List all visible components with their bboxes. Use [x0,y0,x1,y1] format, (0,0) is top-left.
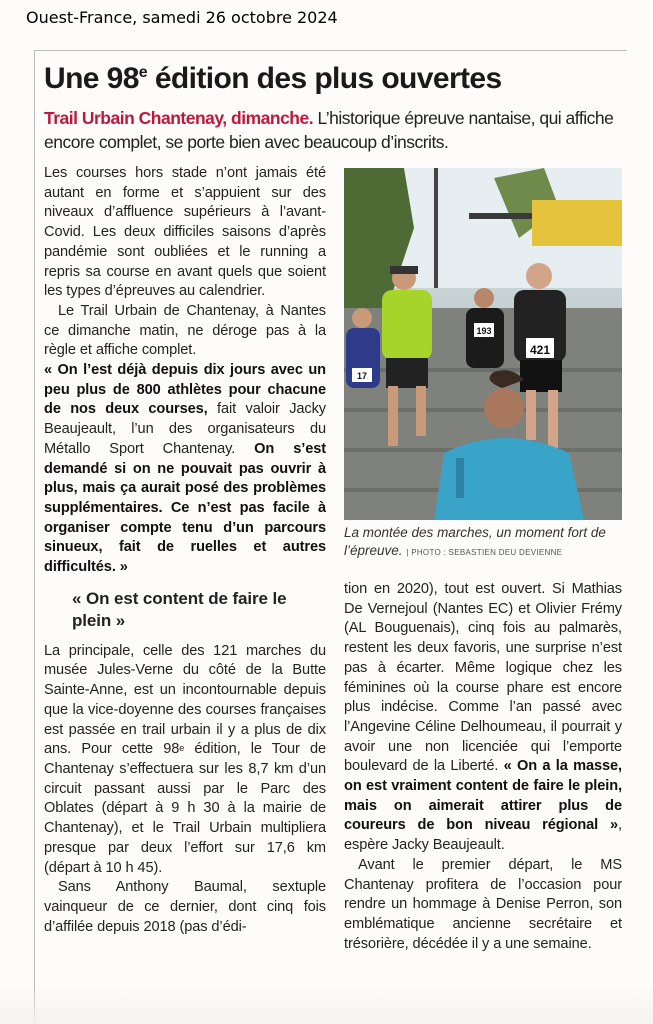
column-right [344,580,622,954]
ordinal-sup: e [179,743,185,754]
quote-masse-attribution: , espère Jacky Beaujeault. [344,817,622,854]
bib-number-2: 193 [476,326,492,336]
quote-masse: « On a la masse, on est vraiment content de faire le plein, mais on aimerait attirer plus de coureurs de bon niveau régional » [344,758,622,834]
quote-part-1: « On l’est déjà depuis dix jours avec un peu plus de 800 athlètes pour chacune de nos deux courses, [44,362,326,418]
paragraph-intro: Les courses hors stade n’ont jamais été autant en forme et s’appuient sur des niveaux d’affluence supérieurs à l’avant-Covid. Les deux difficiles saisons d’après pandémie sont oubliées et le running a repris sa course en avant quels que soient les types d’épreuves au calendrier. [44,165,326,300]
paragraph-hommage: Avant le premier départ, le MS Chantenay profitera de l’occasion pour rendre un hommage à Denise Perron, son emblématique ancienne secrétaire et trésorière, décédée il y a une semaine. [344,856,622,952]
paragraph-principale-a: La principale, celle des 121 marches du musée Jules-Verne du côté de la Butte Sainte-Anne, est un incontournable depuis que la vice-doyenne des courses françaises est passée en trail urbain il y a plus de dix ans. Pour cette 98 [44,642,326,758]
headline-post: édition des plus ouvertes [147,62,502,95]
standfirst [44,106,622,154]
bottom-fade [0,985,653,1024]
intertitle: « On est content de faire le plein » [72,588,287,630]
source-line: Ouest-France, samedi 26 octobre 2024 [26,8,338,27]
banner [532,200,622,246]
paragraph-baumal: Sans Anthony Baumal, sextuple vainqueur de ce dernier, dont cinq fois d’affilée depuis 2018 (pas d’édi- [44,879,326,935]
column-left [44,164,326,937]
paragraph-favoris-text: tion en 2020), tout est ouvert. Si Mathias De Vernejoul (Nantes EC) et Olivier Frémy (AL Bouguenais), cinq fois au palmarès, restent les deux favoris, une surprise n’est pas à écarter. Même logique chez les féminines où la course phare est encore plus indécise. Comme l’an passé avec l’Angevine Céline Delhoumeau, il pourrait y avoir une non licenciée qui l’emporte boulevard de la Liberté. [344,581,622,775]
lamp-post [434,168,438,288]
headline [44,62,502,96]
photo-caption [344,524,624,562]
headline-pre: Une 98 [44,62,139,95]
photo-credit: | PHOTO : SEBASTIEN DEU DEVIENNE [406,548,563,557]
race-photo [344,168,622,520]
headline-ordinal: e [138,64,148,81]
standfirst-text: L’historique épreuve nantaise, qui affiche encore complet, se porte bien avec beaucoup d’inscrits. [44,108,614,152]
paragraph-favoris [344,580,622,856]
paragraph-principale-b: édition, le Tour de Chantenay s’effectuera sur les 8,7 km d’un circuit passant aussi par le Parc des Oblates (départ à 9 h 30 à la mairie de Chantenay), et le Trail Urbain multipliera presque par deux l’effort sur 17,6 km (départ à 10 h 45). [44,741,326,876]
quote-attribution: fait valoir Jacky Beaujeault, l’un des organisateurs du Métallo Sport Chantenay. [44,401,326,457]
standfirst-lead: Trail Urbain Chantenay, dimanche. [44,108,314,128]
paragraph-principale [44,642,326,878]
quote-part-2: On s’est demandé si on ne pouvait pas ouvrir à plus, mais ça aurait posé des problèmes supplémentaires. Ce n’est pas facile à organiser compte tenu d’un parcours sinueux, fait de ruelles et autres difficultés. » [44,440,326,576]
bib-number-1: 421 [529,343,551,357]
caption-text: La montée des marches, un moment fort de l’épreuve. [344,525,606,558]
runner-black [466,288,504,368]
paragraph-trail: Le Trail Urbain de Chantenay, à Nantes ce dimanche matin, ne déroge pas à la règle et affiche complet. [44,302,326,359]
paragraph-quote [44,361,326,578]
race-photo-illustration [344,168,622,520]
bib-number-3: 17 [356,371,368,381]
